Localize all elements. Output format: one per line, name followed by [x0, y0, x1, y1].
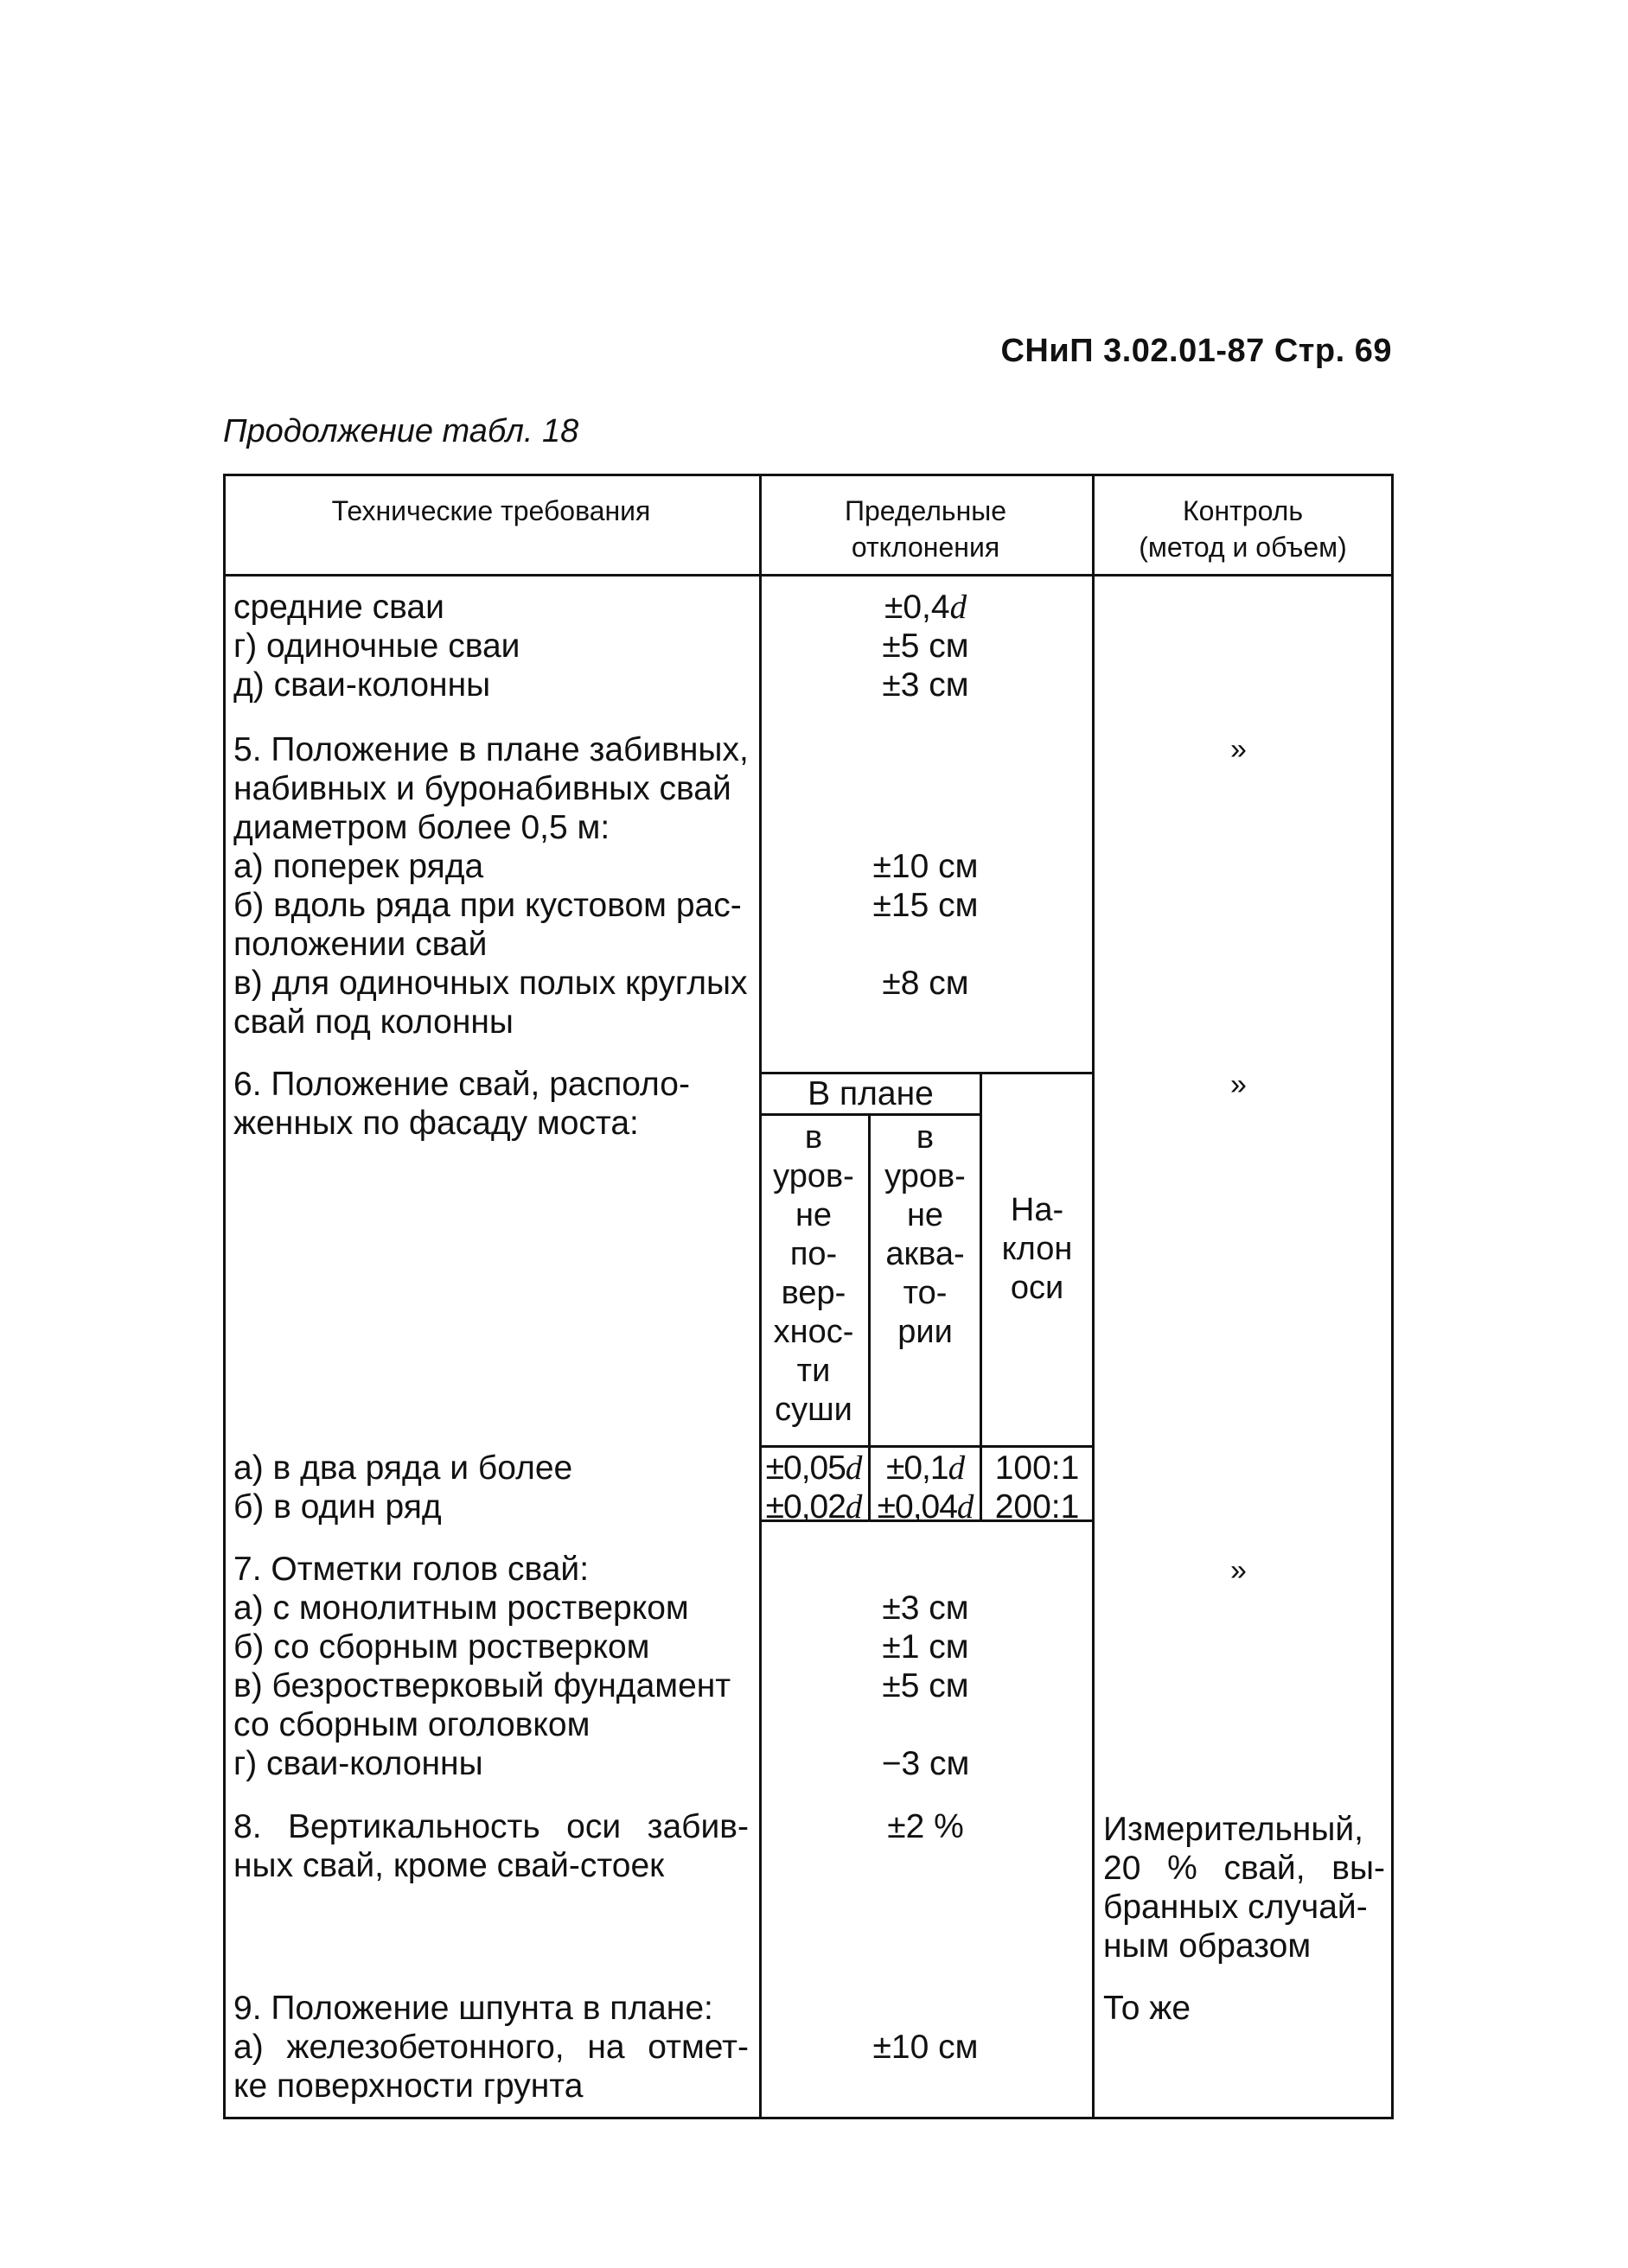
table-caption: Продолжение табл. 18 — [223, 413, 579, 449]
dev5-across: ±10 см — [872, 848, 979, 885]
header-control-line1: Контроль — [1183, 495, 1303, 526]
header-deviations — [759, 493, 1092, 565]
item9-line2: а) железобетонного, на отмет- — [233, 2029, 749, 2066]
header-deviations-line1: Предельные — [844, 495, 1007, 526]
control8-line2: 20 % свай, вы- — [1103, 1850, 1385, 1887]
item8-line1: 8. Вертикальность оси забив- — [233, 1808, 749, 1845]
word: то- — [903, 1275, 948, 1311]
header-control — [1092, 493, 1394, 565]
control8-line4: ным образом — [1103, 1927, 1312, 1965]
item7-line1: 7. Отметки голов свай: — [233, 1551, 590, 1588]
item5-line6: положении свай — [233, 926, 488, 963]
item7-line3: б) со сборным ростверком — [233, 1628, 650, 1666]
val6-b-water — [871, 1488, 980, 1526]
word: ти — [796, 1353, 831, 1389]
item8-line2: ных свай, кроме свай-стоек — [233, 1847, 665, 1884]
word: суши — [775, 1392, 852, 1428]
word: хнос- — [773, 1314, 854, 1350]
header-divider — [223, 574, 1394, 577]
val6-a-tilt: 100:1 — [994, 1449, 1080, 1487]
ditto-mark-6: » — [1230, 1068, 1247, 1101]
dev-pile-columns: ±3 см — [882, 666, 969, 704]
word: вер- — [781, 1275, 846, 1311]
word: уров- — [884, 1158, 966, 1195]
subheader-in-plan: В плане — [808, 1075, 934, 1112]
dev-middle-piles — [759, 588, 1092, 627]
word: уров- — [773, 1158, 854, 1195]
item5-line8: свай под колонны — [233, 1003, 514, 1041]
item7-line2: а) с монолитным ростверком — [233, 1590, 689, 1627]
tolerance-table — [223, 474, 1394, 2119]
item7-line4: в) безростверковый фундамент — [233, 1667, 731, 1704]
item6-row-b: б) в один ряд — [233, 1488, 442, 1526]
dev9-sheet-pile: ±10 см — [872, 2029, 979, 2066]
header-control-line2: (метод и объем) — [1139, 532, 1347, 563]
item5-line7: в) для одиночных полых круглых — [233, 965, 748, 1002]
row-pile-columns: д) сваи-колонны — [233, 666, 491, 704]
control8-line3: бранных случай- — [1103, 1889, 1368, 1926]
ditto-mark-7: » — [1230, 1554, 1247, 1587]
dev7-no-grillage: ±5 см — [882, 1667, 969, 1704]
subtable-values-divider — [759, 1445, 1092, 1448]
item9-line3: ке поверхности грунта — [233, 2067, 584, 2105]
dev-variable: d — [948, 1449, 965, 1487]
header-deviations-line2: отклонения — [851, 532, 1000, 563]
dev-variable: d — [949, 589, 967, 626]
item6-row-a: а) в два ряда и более — [233, 1449, 573, 1487]
item9-line1: 9. Положение шпунта в плане: — [233, 1990, 713, 2027]
word: в — [804, 1119, 823, 1156]
header-requirements: Технические требования — [331, 495, 651, 526]
dev-single-piles: ±5 см — [882, 628, 969, 665]
dev5-single: ±8 см — [882, 965, 969, 1002]
item6-line1: 6. Положение свай, располо- — [233, 1066, 690, 1103]
subheader-axis-tilt — [982, 1191, 1092, 1308]
word: не — [906, 1197, 944, 1233]
val6-a-land — [759, 1449, 868, 1488]
dev-variable: d — [845, 1488, 862, 1526]
word: оси — [1010, 1270, 1064, 1306]
dev7-precast: ±1 см — [882, 1628, 969, 1666]
item7-line5: со сборным оголовком — [233, 1706, 591, 1743]
val6-a-water — [871, 1449, 980, 1488]
row-single-piles: г) одиночные сваи — [233, 628, 520, 665]
control9-same: То же — [1103, 1990, 1191, 2027]
item7-line6: г) сваи-колонны — [233, 1745, 483, 1782]
word: в — [916, 1119, 935, 1156]
word: не — [795, 1197, 833, 1233]
ditto-mark-5: » — [1230, 733, 1247, 766]
dev-value: ±0,02 — [765, 1488, 846, 1526]
dev5-along: ±15 см — [872, 887, 979, 924]
item5-line1: 5. Положение в плане забивных, — [233, 731, 749, 768]
item5-line5: б) вдоль ряда при кустовом рас- — [233, 887, 742, 924]
word: На- — [1010, 1192, 1064, 1228]
word: по- — [789, 1236, 838, 1272]
column-divider-2 — [1092, 474, 1095, 2119]
row-middle-piles: средние сваи — [233, 589, 444, 626]
dev-value: ±0,4 — [884, 589, 950, 626]
dev-value: ±0,05 — [765, 1449, 846, 1487]
dev-value: ±0,1 — [885, 1449, 948, 1487]
dev-variable: d — [956, 1488, 974, 1526]
dev7-pile-columns: −3 см — [881, 1745, 970, 1782]
subheader-land-level — [759, 1118, 868, 1430]
control8-line1: Измерительный, — [1103, 1811, 1363, 1848]
word: клон — [1001, 1231, 1073, 1267]
val6-b-land — [759, 1488, 868, 1526]
item5-line2: набивных и буронабивных свай — [233, 770, 731, 807]
item5-line3: диаметром более 0,5 м: — [233, 809, 610, 846]
word: рии — [897, 1314, 953, 1350]
item6-line2: женных по фасаду моста: — [233, 1105, 639, 1142]
subheader-water-level — [871, 1118, 980, 1352]
dev7-monolithic: ±3 см — [882, 1590, 969, 1627]
dev-variable: d — [845, 1449, 862, 1487]
running-title: СНиП 3.02.01-87 Стр. 69 — [1000, 333, 1392, 369]
subtable-plan-divider — [759, 1113, 982, 1116]
dev8-verticality: ±2 % — [887, 1808, 964, 1845]
dev-value: ±0,04 — [877, 1488, 957, 1526]
item5-line4: а) поперек ряда — [233, 848, 484, 885]
val6-b-tilt: 200:1 — [994, 1488, 1080, 1526]
word: аква- — [885, 1236, 965, 1272]
